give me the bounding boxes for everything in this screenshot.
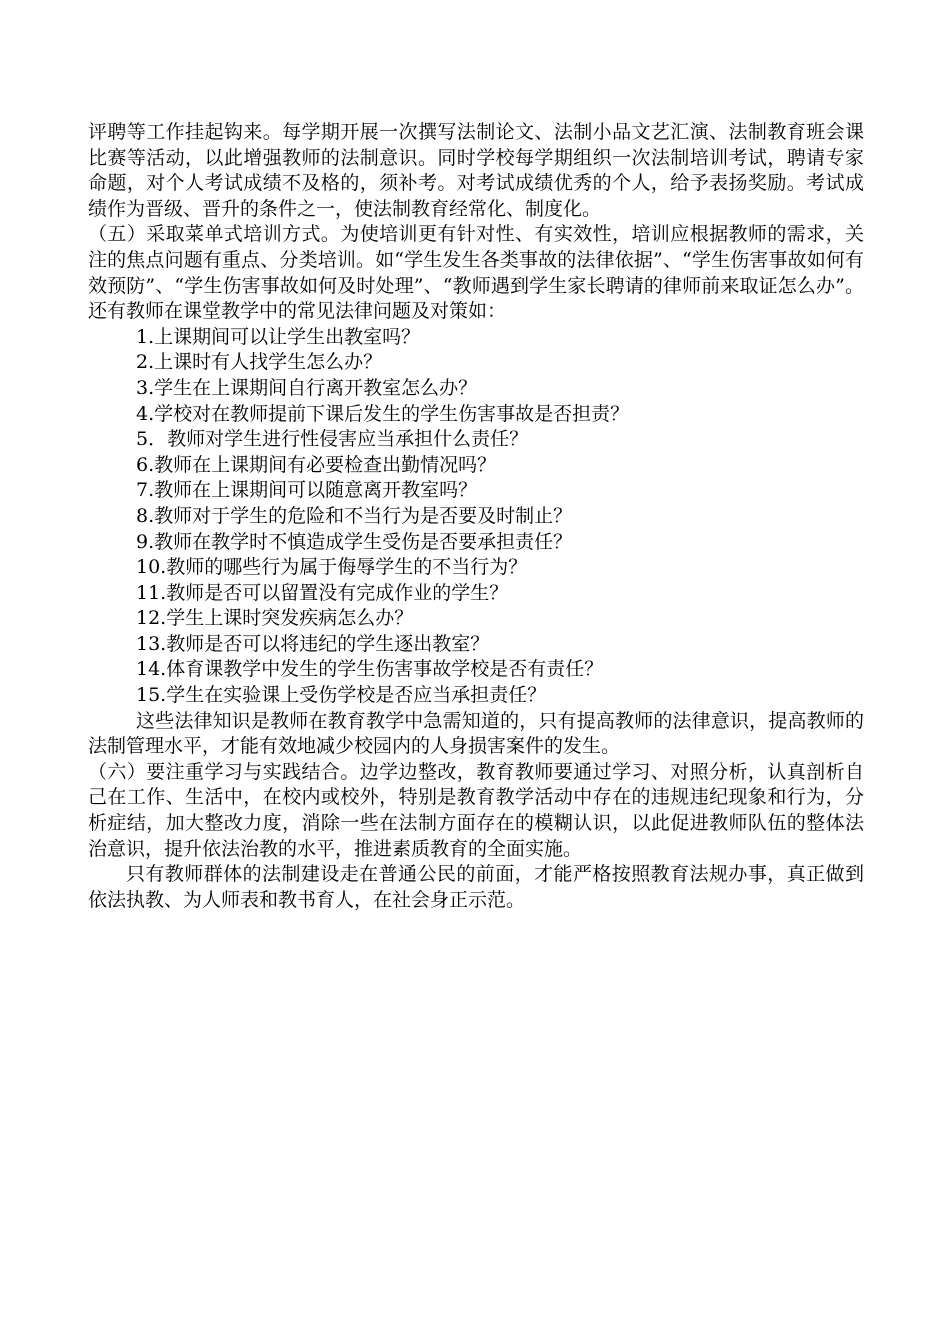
list-item: 5．教师对学生进行性侵害应当承担什么责任？ [136,428,529,451]
list-item: 12.学生上课时突发疾病怎么办？ [136,607,414,630]
list-item: 10.教师的哪些行为属于侮辱学生的不当行为？ [136,556,528,579]
paragraph-study-practice: （六）要注重学习与实践结合。边学边整改，教育教师要通过学习、对照分析，认真剖析自己在工作、生活中，在校内或校外，特别是教育教学活动中存在的违规违纪现象和行为，分析症结，加大整改力度，消除一些在法制方面存在的模糊认识，以此促进教师队伍的整体法治意识，提升依法治教的水平，推进素质教育的全面实施。 [88,760,864,860]
list-item: 9.教师在教学时不慎造成学生受伤是否要承担责任？ [136,530,573,553]
paragraph-conclusion: 只有教师群体的法制建设走在普通公民的前面，才能严格按照教育法规办事，真正做到依法执教、为人师表和教书育人，在社会身正示范。 [88,863,864,911]
list-item: 11.教师是否可以留置没有完成作业的学生？ [136,581,509,604]
list-item: 2.上课时有人找学生怎么办？ [136,351,383,374]
list-item: 15.学生在实验课上受伤学校是否应当承担责任？ [136,684,547,707]
list-item: 1.上课期间可以让学生出教室吗？ [136,325,421,348]
list-item: 7.教师在上课期间可以随意离开教室吗？ [136,479,478,502]
question-list [88,325,864,709]
list-item: 4.学校对在教师提前下课后发生的学生伤害事故是否担责？ [136,402,630,425]
list-item: 13.教师是否可以将违纪的学生逐出教室？ [136,632,490,655]
paragraph-menu-training: （五）采取菜单式培训方式。为使培训更有针对性、有实效性，培训应根据教师的需求，关注的焦点问题有重点、分类培训。如“学生发生各类事故的法律依据”、“学生伤害事故如何有效预防”、“学生伤害事故如何及时处理”、“教师遇到学生家长聘请的律师前来取证怎么办”。还有教师在课堂教学中的常见法律问题及对策如： [88,223,864,323]
list-item: 14.体育课教学中发生的学生伤害事故学校是否有责任？ [136,658,604,681]
paragraph-evaluation: 评聘等工作挂起钩来。每学期开展一次撰写法制论文、法制小品文艺汇演、法制教育班会课比赛等活动，以此增强教师的法制意识。同时学校每学期组织一次法制培训考试，聘请专家命题，对个人考试成绩不及格的，须补考。对考试成绩优秀的个人，给予表扬奖励。考试成绩作为晋级、晋升的条件之一，使法制教育经常化、制度化。 [88,121,864,220]
document-page [88,120,864,913]
paragraph-legal-knowledge: 这些法律知识是教师在教育教学中急需知道的，只有提高教师的法律意识，提高教师的法制管理水平，才能有效地减少校园内的人身损害案件的发生。 [88,709,864,758]
list-item: 6.教师在上课期间有必要检查出勤情况吗？ [136,453,497,476]
list-item: 8.教师对于学生的危险和不当行为是否要及时制止？ [136,504,573,527]
list-item: 3.学生在上课期间自行离开教室怎么办？ [136,376,478,399]
